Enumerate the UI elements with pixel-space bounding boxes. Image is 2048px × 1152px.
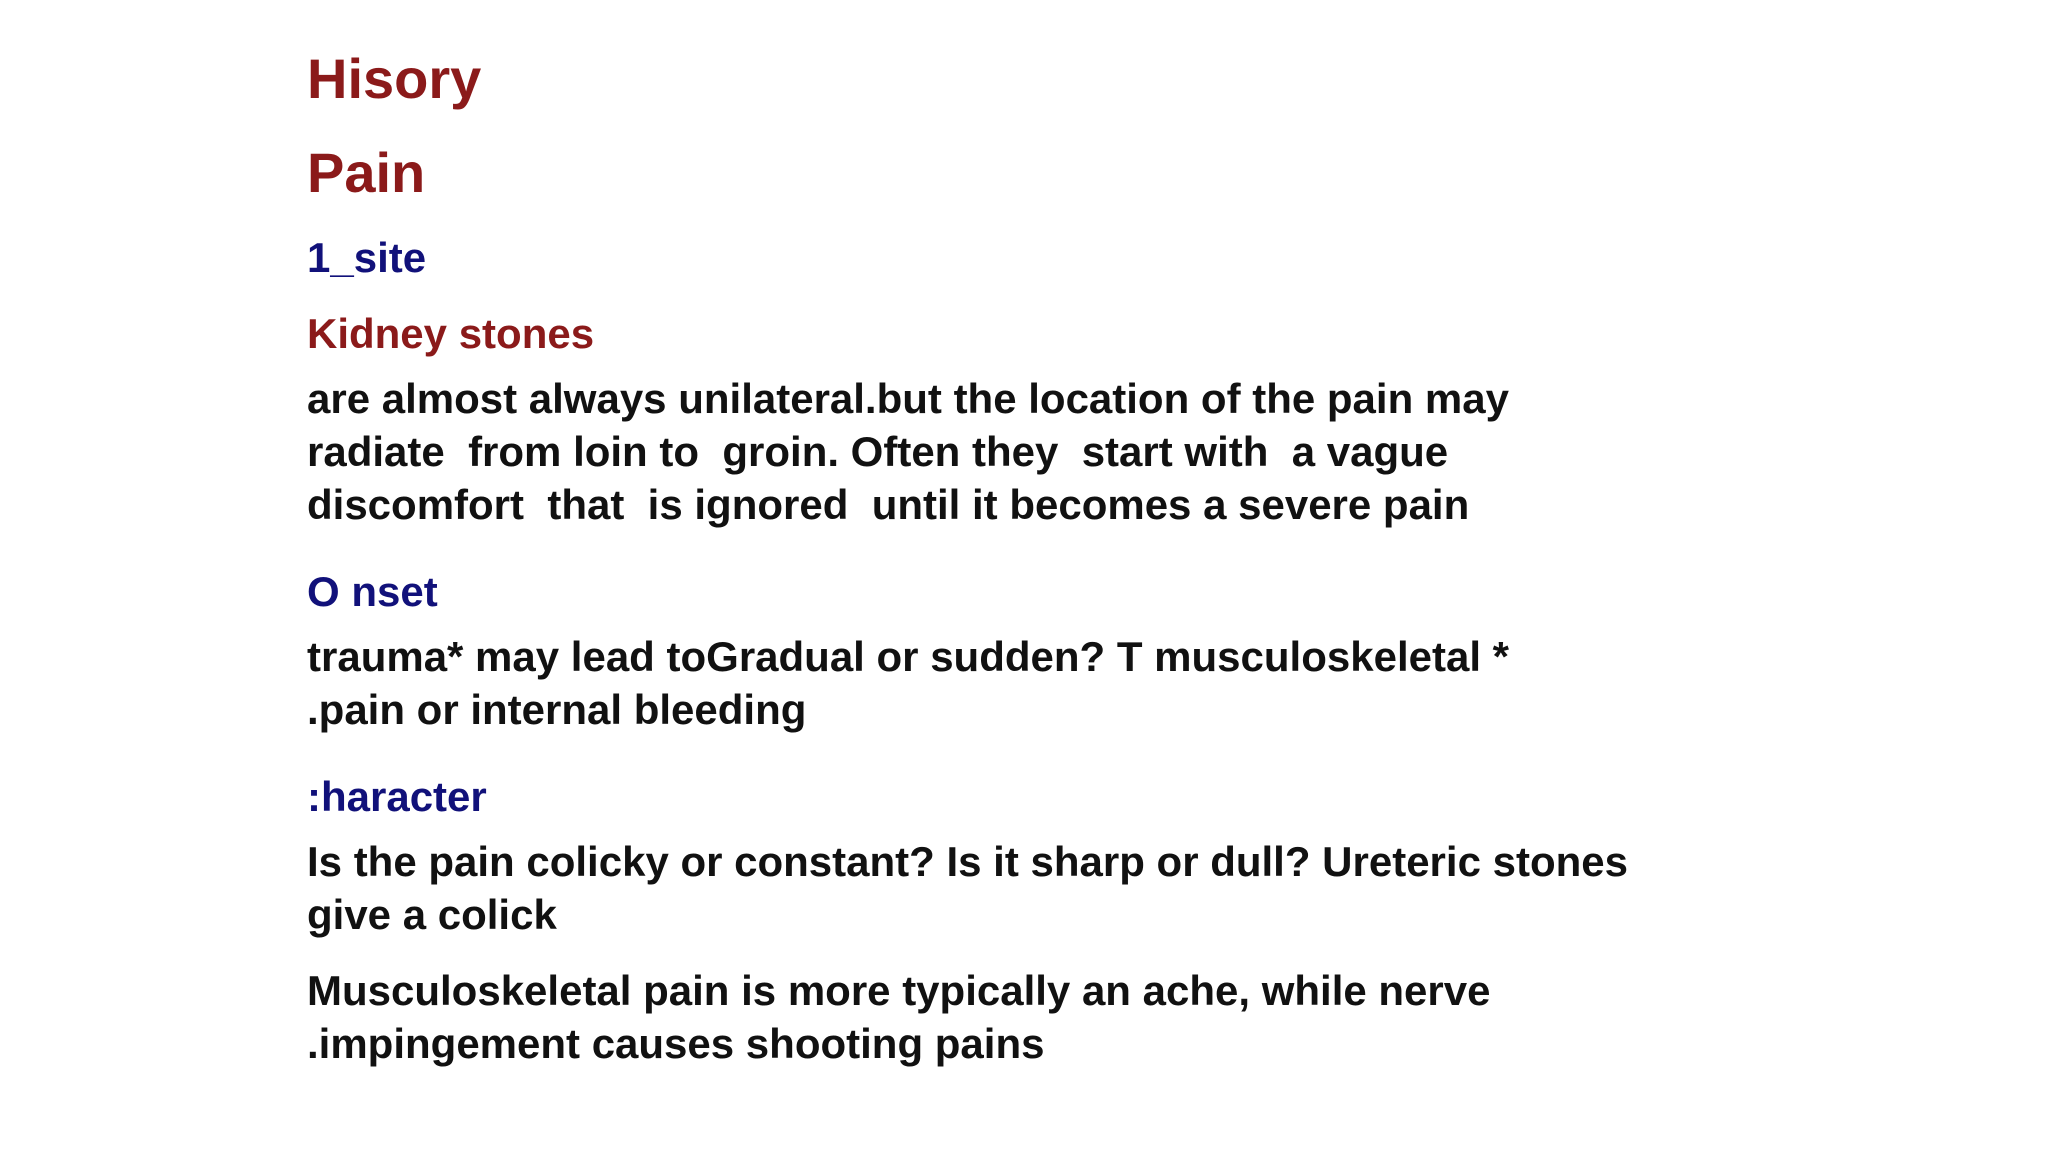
character-paragraph xyxy=(307,835,1757,941)
paragraph-line: Musculoskeletal pain is more typically an ache, while nerve xyxy=(307,967,1491,1014)
musculoskeletal-paragraph xyxy=(307,964,1757,1070)
paragraph-line: give a colick xyxy=(307,891,557,938)
paragraph-line: .pain or internal bleeding xyxy=(307,686,807,733)
paragraph-line: radiate from loin to groin. Often they start with a vague xyxy=(307,428,1449,475)
onset-heading: O nset xyxy=(307,568,438,615)
site-heading: 1_site xyxy=(307,234,427,281)
slide-subtitle: Pain xyxy=(307,141,426,204)
slide-content xyxy=(307,32,1757,1093)
paragraph-line: trauma* may lead toGradual or sudden? T musculoskeletal * xyxy=(307,633,1510,680)
kidney-stones-paragraph xyxy=(307,372,1757,531)
kidney-stones-heading: Kidney stones xyxy=(307,310,595,357)
paragraph-line: are almost always unilateral.but the location of the pain may xyxy=(307,375,1509,422)
paragraph-line: discomfort that is ignored until it becomes a severe pain xyxy=(307,481,1470,528)
character-heading: :haracter xyxy=(307,773,487,820)
slide-title: Hisory xyxy=(307,47,482,110)
onset-paragraph xyxy=(307,630,1757,736)
paragraph-line: Is the pain colicky or constant? Is it sharp or dull? Ureteric stones xyxy=(307,838,1628,885)
paragraph-line: .impingement causes shooting pains xyxy=(307,1020,1045,1067)
